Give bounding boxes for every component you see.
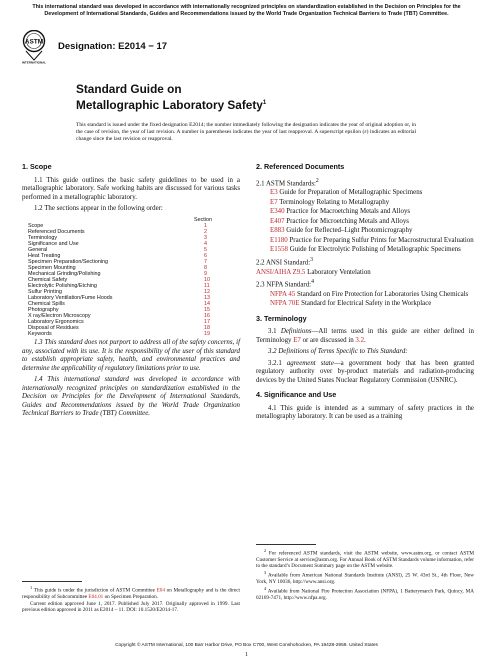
toc-label: Heat Treating — [28, 252, 61, 259]
toc-label: Sulfur Printing — [28, 289, 62, 296]
astm-standards-heading: 2.1 ASTM Standards:$^2$ — [256, 177, 319, 187]
reference-title: Standard on Fire Protection for Laboratories Using Chemicals — [296, 290, 469, 298]
svg-text:INTERNATIONAL: INTERNATIONAL — [22, 60, 46, 64]
section-heading-referenced-documents: 2. Referenced Documents — [256, 162, 345, 171]
para-3-1: 3.1 Definitions—All terms used in this guide are either defined in Terminology E7 or are discussed in 3.2. — [256, 328, 474, 344]
page-number: 1 — [245, 652, 248, 658]
footnote-4: $^4$ Available from National Fire Protection Association (NFPA), 1 Batterymarch Park, Quincy, MA 02169-7471, http://www.nfpa.org. — [256, 586, 474, 602]
para-1-4: 1.4 This international standard was developed in accordance with internationally recognized principles on standardization established in the Decision on Principles for the Development of International Standards, Guides and Recommendations issued by the World Trade Organization Technical Barriers to Trade (TBT) Committee. — [22, 376, 240, 418]
toc-label: Electrolytic Polishing/Etching — [28, 283, 97, 290]
link-e04[interactable]: E04 — [156, 587, 165, 594]
toc-section-number[interactable]: 15 — [204, 307, 210, 314]
reference-title: Guide for Preparation of Metallographic Specimens — [279, 189, 423, 197]
toc-section-number[interactable]: 19 — [204, 331, 210, 338]
reference-title: Guide for Reflected–Light Photomicrography — [286, 227, 413, 235]
toc-label: Keywords — [28, 331, 52, 338]
reference-item[interactable] — [256, 300, 474, 309]
title-footnote-mark[interactable]: 1 — [262, 100, 267, 106]
toc-section-number[interactable]: 3 — [204, 234, 207, 241]
toc-section-number[interactable]: 16 — [204, 313, 210, 320]
link-e7[interactable]: E7 — [293, 336, 301, 344]
reference-code[interactable]: E3 — [270, 189, 278, 197]
section-heading-scope: 1. Scope — [22, 162, 52, 171]
toc-section-number[interactable]: 10 — [204, 276, 210, 283]
toc-section-number[interactable]: 2 — [204, 228, 207, 235]
footnote-rule-right — [256, 544, 316, 545]
section-toc — [28, 217, 218, 338]
ansi-standard-heading: 2.2 ANSI Standard:$^3$ — [256, 256, 314, 267]
reference-item[interactable] — [256, 199, 474, 208]
footnote-rule-left — [22, 581, 82, 582]
toc-label: Disposal of Residues — [28, 325, 79, 332]
reference-code[interactable]: E883 — [270, 227, 285, 235]
copyright-footer: Copyright © ASTM International, 100 Barr Harbor Drive, PO Box C700, West Conshohocken, PA 19428-2959. United States — [115, 643, 378, 648]
reference-title: Guide for Electrolytic Polishing of Metallographic Specimens — [289, 246, 461, 254]
reference-item[interactable] — [256, 218, 474, 227]
reference-code[interactable]: E7 — [270, 198, 278, 206]
toc-label: Laboratory Ergonomics — [28, 319, 84, 326]
toc-section-number[interactable]: 13 — [204, 295, 210, 302]
toc-section-number[interactable]: 9 — [204, 270, 207, 277]
section-heading-significance: 4. Significance and Use — [256, 390, 337, 400]
nfpa-standard-heading: 2.3 NFPA Standard:$^4$ — [256, 279, 314, 289]
tbt-banner: This international standard was developed in accordance with internationally recognized principles on standardization established in the Decision on Principles for the Development of International Standards, Guides and Recommendations issued by the World Trade Organization Technical Barriers to Trade (TBT) Committee. — [32, 4, 461, 17]
toc-section-number[interactable]: 14 — [204, 301, 210, 308]
reference-title: Standard for Electrical Safety in the Workplace — [301, 300, 432, 308]
footnote-2: $^2$ For referenced ASTM standards, visit the ASTM website, www.astm.org, or contact ASTM Customer Service at service@astm.org. For Annual Book of ASTM Standards volume information, refer to the standard’s Document Summary page on the ASTM website. — [256, 548, 475, 570]
para-1-2: 1.2 The sections appear in the following order: — [34, 205, 163, 212]
toc-section-number[interactable]: 1 — [204, 222, 207, 229]
title-line-1: Standard Guide on — [76, 82, 182, 96]
toc-label: Chemical Spills — [28, 301, 65, 308]
toc-label: Terminology — [28, 234, 58, 241]
reference-title: Terminology Relating to Metallography — [279, 198, 390, 206]
toc-label: Specimen Mounting — [28, 264, 76, 271]
para-4-1: 4.1 This guide is intended as a summary of safety practices in the metallography laboratory. It can be used as a training — [256, 404, 474, 421]
para-3-2: 3.2 Definitions of Terms Specific to This Standard: — [268, 348, 408, 356]
toc-section-number[interactable]: 7 — [204, 258, 207, 265]
toc-label: Specimen Preparation/Sectioning — [28, 258, 109, 265]
title-text: Metallographic Laboratory Safety — [76, 97, 263, 112]
title-line-2 — [76, 96, 266, 112]
toc-label: Scope — [28, 222, 44, 229]
svg-text:ASTM: ASTM — [24, 38, 44, 46]
toc-section-number[interactable]: 12 — [204, 289, 210, 296]
footnote-3: $^3$ Available from American National Standards Institute (ANSI), 25 W. 43rd St., 4th Floor, New York, NY 10036, http://www.ansi.org. — [256, 570, 474, 586]
reference-title: Practice for Microetching Metals and Alloys — [286, 217, 409, 225]
left-column — [22, 163, 240, 422]
toc-label: Chemical Safety — [28, 276, 68, 283]
reference-code[interactable]: E407 — [270, 217, 285, 225]
issuance-note: This standard is issued under the fixed designation E2014; the number immediately following the designation indicates the year of original adoption or, in the case of revision, the year of last revision. A number in parentheses indicates the year of last reapproval. A superscript epsilon (ε) indicates an editorial change since the last revision or reapproval. — [76, 122, 416, 142]
toc-header: Section — [194, 216, 212, 223]
toc-section-number[interactable]: 17 — [204, 319, 210, 326]
footnote-1: $^1$ This guide is under the jurisdiction of ASTM Committee E04 on Metallography and is the direct responsibility of Subcommittee E04.01 on Specimen Preparation. — [22, 585, 240, 600]
toc-section-number[interactable]: 4 — [204, 240, 207, 247]
astm-logo-icon — [22, 30, 46, 64]
toc-label: Photography — [28, 307, 59, 314]
right-column — [256, 163, 474, 425]
link-3-2[interactable]: 3.2 — [355, 336, 365, 344]
toc-label: X ray/Electron Microscopy — [28, 313, 91, 320]
reference-code[interactable]: NFPA 70E — [270, 300, 300, 308]
reference-item[interactable] — [256, 227, 474, 236]
toc-label: Referenced Documents — [28, 228, 85, 235]
reference-code[interactable]: E1180 — [270, 236, 288, 244]
reference-code[interactable]: E1558 — [270, 246, 288, 254]
reference-title: Practice for Macroetching Metals and Alloys — [286, 208, 411, 216]
reference-title: Practice for Preparing Sulfur Prints for Macrostructural Evaluation — [289, 236, 474, 244]
reference-code[interactable]: E340 — [270, 208, 285, 216]
toc-section-number[interactable]: 18 — [204, 325, 210, 332]
reference-item[interactable] — [256, 291, 474, 300]
toc-section-number[interactable]: 11 — [204, 283, 210, 290]
para-1-1: 1.1 This guide outlines the basic safety guidelines to be used in a metallographic laboratory. Safe working habits are discussed for various tasks performed in a metallographic laboratory. — [22, 176, 240, 201]
ref-ansi[interactable]: ANSI/AIHA Z9.5 Laboratory Ventelation — [256, 268, 371, 276]
reference-code[interactable]: NFPA 45 — [270, 290, 296, 298]
designation: Designation: E2014 − 17 — [58, 41, 168, 52]
toc-section-number[interactable]: 8 — [204, 264, 207, 271]
footnote-1-edition: Current edition approved June 1, 2017. Published July 2017. Originally approved in 1999. Last previous edition approved in 2011 as E2014 – 11. DOI: 10.1520/E2014-17. — [22, 601, 240, 614]
toc-label: General — [28, 246, 48, 253]
toc-row[interactable] — [28, 331, 218, 337]
footnotes-right — [256, 548, 474, 603]
toc-label: Laboratory Ventilation/Fume Hoods — [28, 295, 113, 302]
reference-item[interactable] — [256, 208, 474, 217]
para-3-2-1: 3.2.1 agreement state—a government body that has been granted regulatory authority over by-product materials and radiation-producing devices by the United States Nuclear Regulatory Commission (USNRC). — [256, 359, 474, 384]
link-e04-01[interactable]: E04.01 — [88, 593, 104, 600]
para-1-3: 1.3 This standard does not purport to address all of the safety concerns, if any, associated with its use. It is the responsibility of the user of this standard to establish appropriate safety, health, and environmental practices and determine the applicability of regulatory limitations prior to use. — [22, 339, 240, 372]
toc-section-number[interactable]: 6 — [204, 252, 207, 259]
reference-item[interactable] — [256, 189, 474, 198]
toc-label: Mechanical Grinding/Polishing — [28, 270, 101, 277]
reference-item[interactable] — [256, 246, 474, 255]
toc-label: Significance and Use — [28, 240, 79, 247]
document-title — [76, 82, 266, 112]
footnotes-left — [22, 585, 240, 615]
reference-item[interactable] — [256, 237, 474, 246]
section-heading-terminology: 3. Terminology — [256, 313, 307, 323]
toc-section-number[interactable]: 5 — [204, 246, 207, 253]
